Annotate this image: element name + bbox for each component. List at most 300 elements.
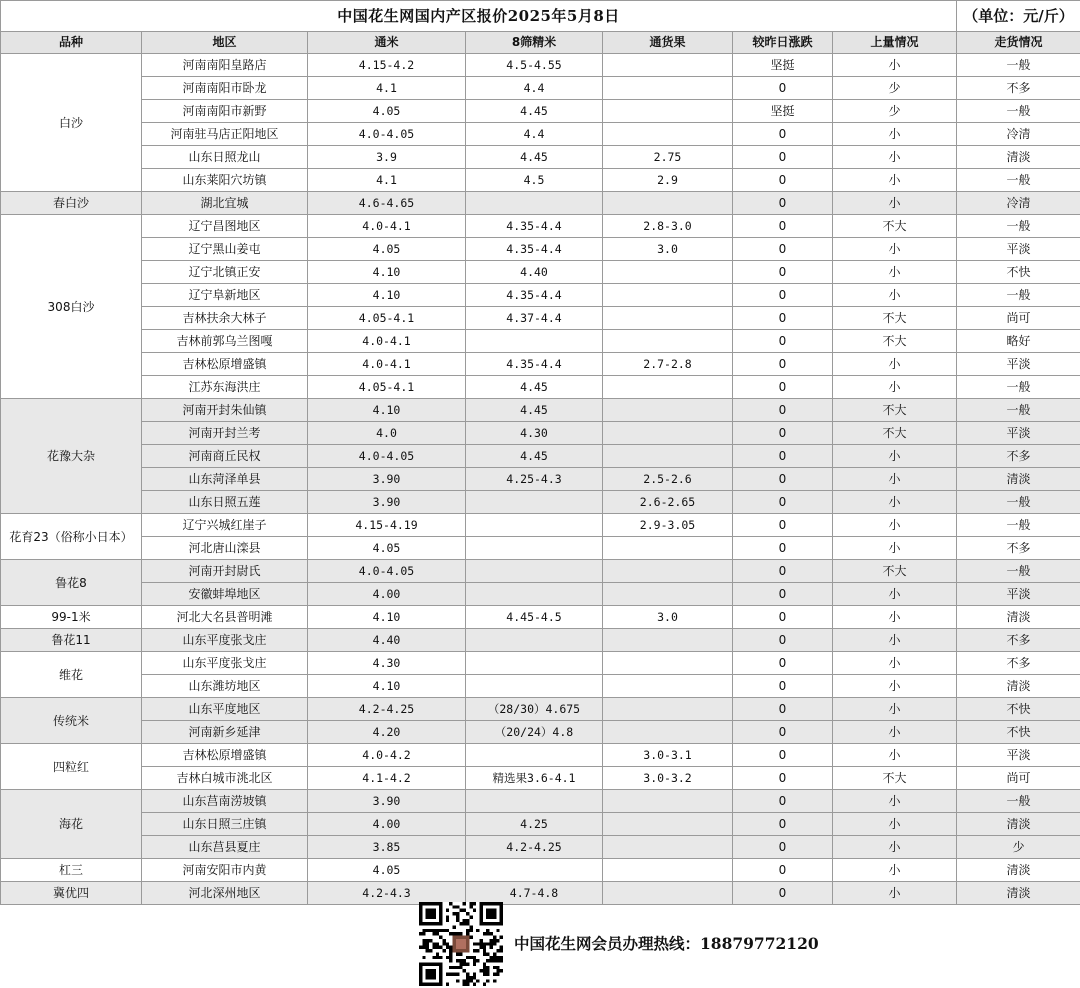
table-cell: 小 [833,445,957,468]
table-cell: 2.9 [603,169,733,192]
column-header: 上量情况 [833,32,957,54]
qr-module [432,942,435,945]
qr-module [429,949,432,952]
variety-group [1,54,1080,192]
qr-module [456,952,459,955]
table-cell: 0 [733,215,833,238]
table-cell: 4.40 [308,629,466,652]
table-cell: 0 [733,836,833,859]
qr-module [473,976,476,979]
qr-module [463,979,466,982]
qr-module [453,905,456,908]
table-cell: 4.2-4.25 [308,698,466,721]
table-cell: 0 [733,675,833,698]
qr-module [426,929,429,932]
table-cell: 清淡 [957,813,1080,836]
table-cell [466,560,603,583]
table-cell: 0 [733,721,833,744]
table-cell: 一般 [957,169,1080,192]
table-row [1,698,1080,721]
qr-module [473,973,476,976]
table-cell: 清淡 [957,859,1080,882]
qr-module [443,929,446,932]
table-cell: 辽宁昌图地区 [142,215,308,238]
table-cell: 安徽蚌埠地区 [142,583,308,606]
qr-module [422,956,425,959]
table-cell: 4.05 [308,859,466,882]
qr-module [446,973,449,976]
table-cell: 3.0-3.1 [603,744,733,767]
table-cell: 4.00 [308,813,466,836]
qr-module [436,932,439,935]
qr-module [453,973,456,976]
qr-module [469,976,472,979]
variety-cell: 维花 [1,652,142,698]
qr-finder-core [426,909,436,919]
table-cell: 平淡 [957,744,1080,767]
qr-module [476,959,479,962]
table-cell: 河南商丘民权 [142,445,308,468]
table-row [1,491,1080,514]
table-cell: 坚挺 [733,100,833,123]
qr-module [446,946,449,949]
table-cell: 一般 [957,790,1080,813]
table-cell: 3.90 [308,790,466,813]
table-cell: 一般 [957,514,1080,537]
table-row [1,721,1080,744]
table-cell: 4.10 [308,284,466,307]
table-cell: 4.35-4.4 [466,284,603,307]
qr-module [439,946,442,949]
qr-module [469,929,472,932]
table-cell: 0 [733,629,833,652]
qr-module [490,946,493,949]
table-cell: 4.30 [308,652,466,675]
table-cell: 0 [733,767,833,790]
table-row [1,261,1080,284]
qr-module [449,949,452,952]
table-cell: 冷清 [957,123,1080,146]
qr-module [426,946,429,949]
table-cell: 少 [957,836,1080,859]
table-cell: 小 [833,721,957,744]
table-cell: 0 [733,77,833,100]
qr-module [463,922,466,925]
table-cell [603,54,733,77]
table-cell: 少 [833,77,957,100]
qr-module [453,912,456,915]
table-cell: 尚可 [957,307,1080,330]
table-row [1,54,1080,77]
table-cell: 不多 [957,77,1080,100]
qr-module [459,952,462,955]
table-cell: 0 [733,744,833,767]
qr-module [436,942,439,945]
qr-module [466,983,469,986]
table-cell: 3.0 [603,606,733,629]
qr-module [453,966,456,969]
table-cell [603,192,733,215]
table-row [1,514,1080,537]
qr-module [439,929,442,932]
qr-module [463,969,466,972]
table-cell: 吉林前郭乌兰图嘎 [142,330,308,353]
table-cell: 4.4 [466,123,603,146]
variety-cell: 海花 [1,790,142,859]
table-row [1,77,1080,100]
qr-module [456,959,459,962]
qr-module [496,973,499,976]
table-cell: 清淡 [957,882,1080,905]
table-row [1,100,1080,123]
table-cell: 0 [733,606,833,629]
table-cell: 河南驻马店正阳地区 [142,123,308,146]
table-cell: 2.7-2.8 [603,353,733,376]
qr-module [463,959,466,962]
table-cell: 3.0 [603,238,733,261]
table-cell: 小 [833,491,957,514]
table-cell: 不多 [957,652,1080,675]
table-cell [466,652,603,675]
variety-cell: 杠三 [1,859,142,882]
table-cell: 0 [733,123,833,146]
qr-module [429,929,432,932]
qr-module [456,905,459,908]
table-row [1,744,1080,767]
qr-module [496,939,499,942]
qr-module [449,959,452,962]
table-cell [466,675,603,698]
qr-logo-inner [456,939,466,949]
table-cell [603,721,733,744]
table-row [1,537,1080,560]
qr-module [456,912,459,915]
qr-module [456,966,459,969]
table-cell [603,537,733,560]
table-row [1,353,1080,376]
qr-module [496,929,499,932]
table-cell [603,652,733,675]
qr-module [446,983,449,986]
table-cell: 小 [833,537,957,560]
qr-finder-core [486,909,496,919]
table-cell: 4.10 [308,606,466,629]
table-cell: 河南新乡延津 [142,721,308,744]
table-cell: 清淡 [957,675,1080,698]
title-row [1,1,1080,32]
qr-module [486,959,489,962]
table-cell: 不大 [833,399,957,422]
qr-module [466,912,469,915]
qr-module [483,932,486,935]
table-cell: 0 [733,491,833,514]
column-header: 走货情况 [957,32,1080,54]
table-cell: 山东莒南涝坡镇 [142,790,308,813]
table-cell [466,790,603,813]
table-cell: 0 [733,882,833,905]
qr-module [466,973,469,976]
qr-module [490,939,493,942]
table-cell: 4.45-4.5 [466,606,603,629]
qr-module [486,966,489,969]
table-cell: 4.6-4.65 [308,192,466,215]
table-row [1,192,1080,215]
qr-module [490,932,493,935]
table-cell: 0 [733,284,833,307]
table-cell: 不大 [833,767,957,790]
table-row [1,813,1080,836]
variety-cell: 308白沙 [1,215,142,399]
qr-module [446,915,449,918]
table-cell: 平淡 [957,583,1080,606]
table-cell: 4.0-4.1 [308,215,466,238]
qr-module [476,949,479,952]
table-cell: 山东日照龙山 [142,146,308,169]
table-cell: 山东平度张戈庄 [142,629,308,652]
qr-module [493,973,496,976]
qr-module [493,959,496,962]
qr-module [432,956,435,959]
hotline-text: 中国花生网会员办理热线：18879772120 [514,934,819,953]
qr-module [486,969,489,972]
variety-group [1,790,1080,859]
qr-code-icon [418,902,504,986]
table-cell [603,330,733,353]
table-cell [466,514,603,537]
qr-module [486,973,489,976]
qr-module [422,942,425,945]
variety-group [1,629,1080,652]
qr-module [479,969,482,972]
table-cell [603,376,733,399]
table-cell: 吉林扶余大林子 [142,307,308,330]
qr-module [422,932,425,935]
table-cell: 4.25 [466,813,603,836]
qr-module [456,915,459,918]
qr-module [479,939,482,942]
qr-module [439,956,442,959]
table-row [1,169,1080,192]
table-cell: 2.5-2.6 [603,468,733,491]
table-cell: 0 [733,238,833,261]
qr-module [422,929,425,932]
table-cell: 4.10 [308,399,466,422]
table-cell: 4.0-4.2 [308,744,466,767]
table-cell [603,560,733,583]
table-cell: 小 [833,859,957,882]
qr-module [483,952,486,955]
table-cell: 4.35-4.4 [466,238,603,261]
qr-module [496,966,499,969]
table-cell: 辽宁北镇正安 [142,261,308,284]
table-cell: 河北深州地区 [142,882,308,905]
column-header: 8筛精米 [466,32,603,54]
table-cell: 小 [833,629,957,652]
table-cell: 山东平度张戈庄 [142,652,308,675]
table-cell: 0 [733,698,833,721]
qr-module [436,929,439,932]
column-header: 通米 [308,32,466,54]
table-cell [466,192,603,215]
table-cell: 不大 [833,560,957,583]
qr-module [483,949,486,952]
qr-module [476,929,479,932]
table-cell: 小 [833,54,957,77]
table-cell: 3.85 [308,836,466,859]
qr-module [443,939,446,942]
table-cell: 一般 [957,376,1080,399]
qr-module [453,926,456,929]
table-cell: 山东潍坊地区 [142,675,308,698]
table-cell: 略好 [957,330,1080,353]
table-cell: 精选果3.6-4.1 [466,767,603,790]
table-cell: 3.0-3.2 [603,767,733,790]
qr-module [466,929,469,932]
variety-cell: 传统米 [1,698,142,744]
table-cell: 4.7-4.8 [466,882,603,905]
table-cell: 河南开封兰考 [142,422,308,445]
table-row [1,560,1080,583]
table-cell: 不快 [957,698,1080,721]
qr-module [493,979,496,982]
table-cell [603,307,733,330]
table-cell: 2.8-3.0 [603,215,733,238]
table-cell: 3.90 [308,491,466,514]
qr-module [486,942,489,945]
variety-cell: 四粒红 [1,744,142,790]
qr-module [490,959,493,962]
qr-module [479,946,482,949]
table-cell: 0 [733,445,833,468]
table-cell [603,100,733,123]
table-row [1,445,1080,468]
table-cell: 清淡 [957,606,1080,629]
table-row [1,215,1080,238]
table-cell [603,445,733,468]
variety-group [1,215,1080,399]
table-cell: 4.30 [466,422,603,445]
table-cell: 小 [833,376,957,399]
qr-module [493,942,496,945]
table-cell [466,629,603,652]
table-cell: 辽宁兴城红崖子 [142,514,308,537]
variety-group [1,514,1080,560]
qr-module [483,966,486,969]
qr-module [463,909,466,912]
table-cell [603,629,733,652]
table-cell [603,675,733,698]
qr-module [476,979,479,982]
table-cell: 4.37-4.4 [466,307,603,330]
table-row [1,583,1080,606]
table-cell: 河南安阳市内黄 [142,859,308,882]
table-cell: 冷清 [957,192,1080,215]
variety-cell: 花豫大杂 [1,399,142,514]
qr-module [426,942,429,945]
table-cell: 辽宁黑山姜屯 [142,238,308,261]
table-cell: 0 [733,353,833,376]
qr-module [419,946,422,949]
qr-module [500,969,503,972]
table-cell: 小 [833,261,957,284]
table-row [1,468,1080,491]
table-cell: 4.5 [466,169,603,192]
table-cell: 不大 [833,215,957,238]
table-cell: 0 [733,537,833,560]
table-cell: 小 [833,123,957,146]
qr-module [463,902,466,905]
table-cell: 4.20 [308,721,466,744]
table-cell: 小 [833,606,957,629]
qr-module [459,922,462,925]
qr-module [449,946,452,949]
qr-module [469,926,472,929]
variety-group [1,606,1080,629]
table-cell: 山东菏泽单县 [142,468,308,491]
table-cell: 4.00 [308,583,466,606]
table-cell: 2.75 [603,146,733,169]
table-cell [603,836,733,859]
qr-module [496,959,499,962]
column-header: 通货果 [603,32,733,54]
qr-module [479,942,482,945]
table-cell [603,261,733,284]
table-cell: 小 [833,652,957,675]
qr-module [436,946,439,949]
qr-module [466,932,469,935]
table-cell: 小 [833,169,957,192]
table-cell: 0 [733,859,833,882]
table-cell: 小 [833,238,957,261]
table-cell: 0 [733,560,833,583]
table-cell: 0 [733,192,833,215]
table-cell: 4.1-4.2 [308,767,466,790]
qr-module [426,939,429,942]
table-cell: 0 [733,514,833,537]
qr-module [496,969,499,972]
table-row [1,376,1080,399]
variety-cell: 鲁花11 [1,629,142,652]
table-cell: 一般 [957,491,1080,514]
qr-module [449,932,452,935]
table-cell: 不大 [833,422,957,445]
table-cell: 4.35-4.4 [466,353,603,376]
variety-group [1,560,1080,606]
table-cell: 小 [833,284,957,307]
qr-module [469,902,472,905]
table-row [1,606,1080,629]
table-cell: 河南开封尉氏 [142,560,308,583]
table-cell: 小 [833,583,957,606]
table-cell [603,698,733,721]
qr-module [459,962,462,965]
column-header: 品种 [1,32,142,54]
table-cell: 0 [733,652,833,675]
table-cell: 江苏东海洪庄 [142,376,308,399]
qr-module [483,983,486,986]
table-row [1,307,1080,330]
table-row [1,836,1080,859]
qr-module [490,942,493,945]
variety-cell: 白沙 [1,54,142,192]
qr-module [469,979,472,982]
table-cell: 4.25-4.3 [466,468,603,491]
table-cell: 不大 [833,307,957,330]
qr-module [463,983,466,986]
table-row [1,790,1080,813]
qr-module [456,979,459,982]
qr-module [493,952,496,955]
